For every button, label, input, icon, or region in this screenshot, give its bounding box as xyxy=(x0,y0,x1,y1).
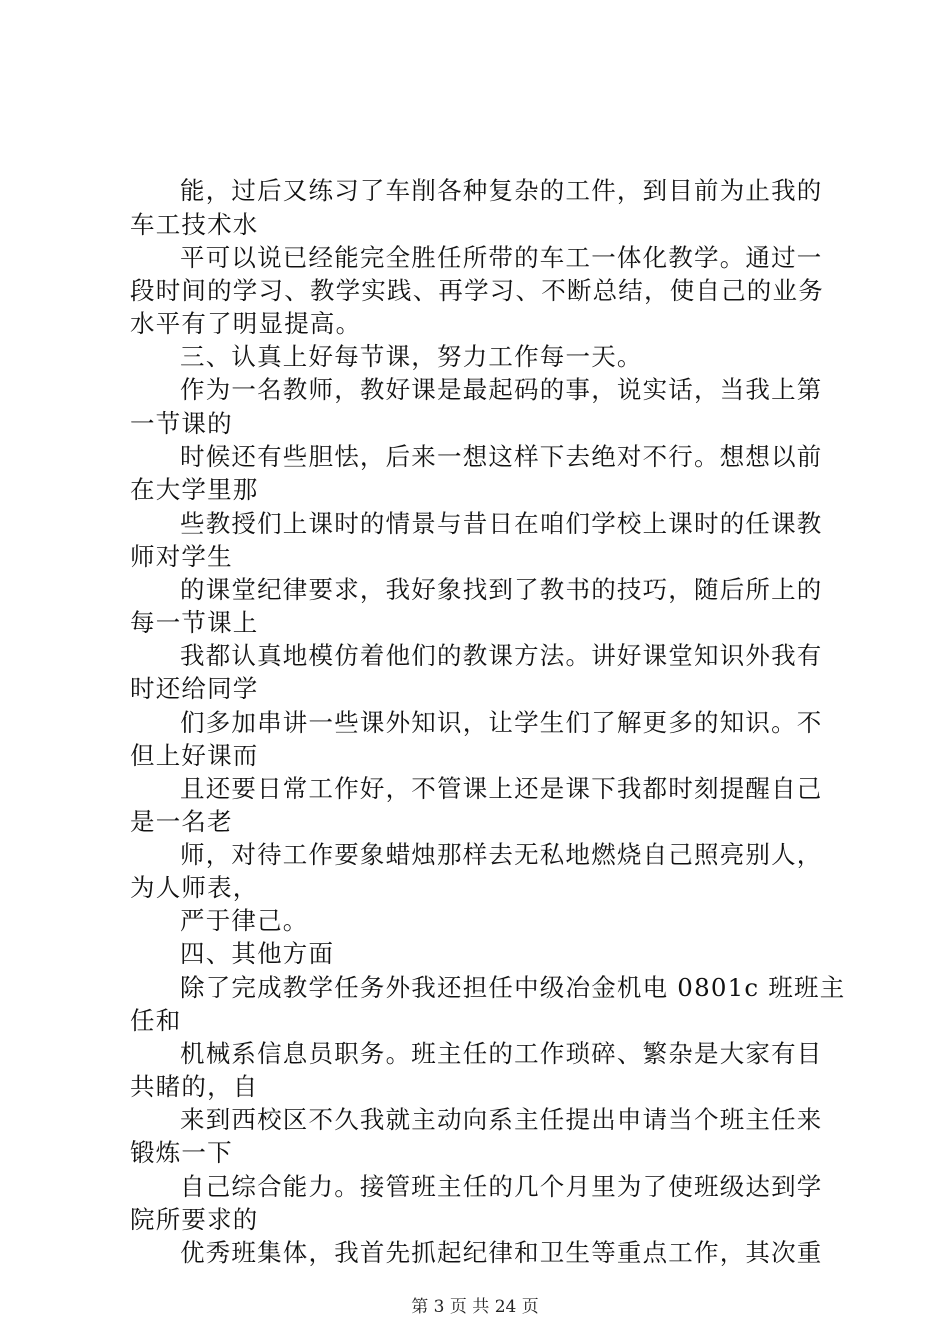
text-line: 一节课的 xyxy=(130,409,233,438)
section-heading: 三、认真上好每节课，努力工作每一天。 xyxy=(180,342,643,371)
text-line: 时候还有些胆怯，后来一想这样下去绝对不行。想想以前 xyxy=(180,442,823,471)
text-line: 来到西校区不久我就主动向系主任提出申请当个班主任来 xyxy=(180,1105,823,1134)
text-line: 为人师表， xyxy=(130,873,259,902)
text-line: 平可以说已经能完全胜任所带的车工一体化教学。通过一 xyxy=(180,243,823,272)
text-line: 我都认真地模仿着他们的教课方法。讲好课堂知识外我有 xyxy=(180,641,823,670)
text-line: 作为一名教师，教好课是最起码的事，说实话，当我上第 xyxy=(180,375,823,404)
text-line: 机械系信息员职务。班主任的工作琐碎、繁杂是大家有目 xyxy=(180,1039,823,1068)
text-line: 师，对待工作要象蜡烛那样去无私地燃烧自己照亮别人， xyxy=(180,840,823,869)
text-line: 共睹的，自 xyxy=(130,1072,259,1101)
text-line: 除了完成教学任务外我还担任中级冶金机电 0801c 班班主 xyxy=(180,973,846,1002)
text-line: 师对学生 xyxy=(130,542,233,571)
text-line: 优秀班集体，我首先抓起纪律和卫生等重点工作，其次重 xyxy=(180,1238,823,1267)
text-line: 在大学里那 xyxy=(130,475,259,504)
text-line: 锻炼一下 xyxy=(130,1138,233,1167)
text-line: 院所要求的 xyxy=(130,1205,259,1234)
text-line: 能，过后又练习了车削各种复杂的工件，到目前为止我的 xyxy=(180,176,823,205)
text-line: 车工技术水 xyxy=(130,210,259,239)
text-line: 的课堂纪律要求，我好象找到了教书的技巧，随后所上的 xyxy=(180,575,823,604)
text-line: 段时间的学习、教学实践、再学习、不断总结，使自己的业务 xyxy=(130,276,824,305)
text-line: 是一名老 xyxy=(130,807,233,836)
text-line: 时还给同学 xyxy=(130,674,259,703)
text-line: 但上好课而 xyxy=(130,741,259,770)
page-footer xyxy=(0,1296,950,1318)
text-line: 些教授们上课时的情景与昔日在咱们学校上课时的任课教 xyxy=(180,509,823,538)
text-line: 水平有了明显提高。 xyxy=(130,309,362,338)
text-line: 们多加串讲一些课外知识，让学生们了解更多的知识。不 xyxy=(180,708,823,737)
page-number-label: 第 3 页 共 24 页 xyxy=(411,1297,539,1317)
text-line: 每一节课上 xyxy=(130,608,259,637)
text-line: 自己综合能力。接管班主任的几个月里为了使班级达到学 xyxy=(180,1172,823,1201)
text-line: 且还要日常工作好，不管课上还是课下我都时刻提醒自己 xyxy=(180,774,823,803)
section-heading: 四、其他方面 xyxy=(180,939,335,968)
text-line: 任和 xyxy=(130,1006,182,1035)
text-line: 严于律己。 xyxy=(180,906,309,935)
